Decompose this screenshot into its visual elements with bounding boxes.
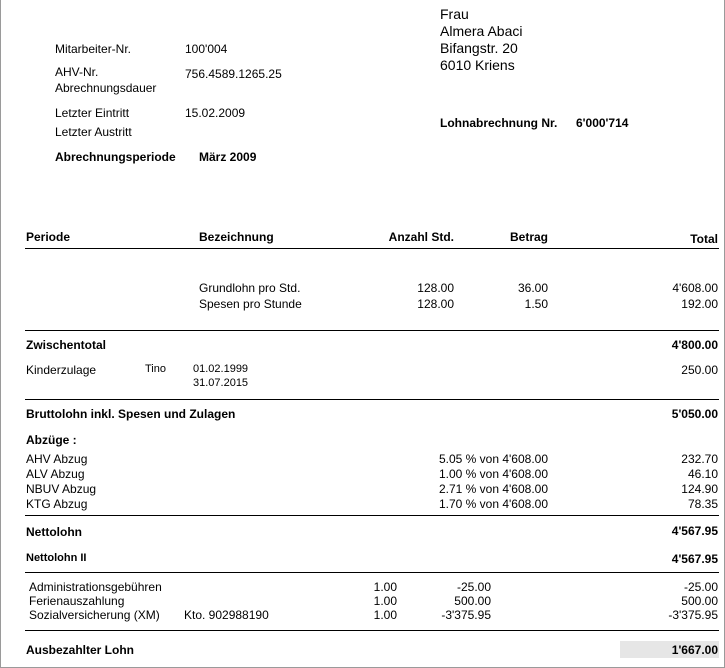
deduction-value: 124.90 <box>681 482 718 496</box>
item-hours: 128.00 <box>417 281 454 295</box>
extra-amount: -3'375.95 <box>441 608 491 622</box>
payout-value: 1'667.00 <box>671 643 718 657</box>
address-salutation: Frau <box>440 6 469 22</box>
header-divider <box>25 248 719 249</box>
allowance-to: 31.07.2015 <box>193 377 249 389</box>
deduction-rate: 2.71 % von 4'608.00 <box>438 482 548 496</box>
allowance-from: 01.02.1999 <box>193 363 249 375</box>
statement-label: Lohnabrechnung Nr. <box>440 116 558 130</box>
gross-label: Bruttolohn inkl. Spesen und Zulagen <box>26 407 236 421</box>
column-bezeichnung: Bezeichnung <box>199 230 274 244</box>
column-anzahl: Anzahl Std. <box>388 230 454 244</box>
allowance-label: Kinderzulage <box>26 363 97 377</box>
column-periode: Periode <box>26 230 71 244</box>
items-divider <box>25 330 719 331</box>
deduction-label: KTG Abzug <box>26 497 88 511</box>
extra-label: Ferienauszahlung <box>29 594 125 608</box>
address-street: Bifangstr. 20 <box>440 40 518 56</box>
address-city: 6010 Kriens <box>440 57 515 73</box>
item-total: 4'608.00 <box>672 281 718 295</box>
subtotal-label: Zwischentotal <box>26 338 107 352</box>
deduction-label: NBUV Abzug <box>26 482 97 496</box>
extra-amount: 500.00 <box>454 594 491 608</box>
net2-label: Nettolohn II <box>26 552 87 564</box>
deduction-rate: 5.05 % von 4'608.00 <box>438 452 548 466</box>
column-total: Total <box>690 232 718 246</box>
ahv-label: AHV-Nr. <box>55 65 99 79</box>
item-label: Spesen pro Stunde <box>199 297 302 311</box>
allowance-value: 250.00 <box>681 363 718 377</box>
extra-qty: 1.00 <box>373 594 397 608</box>
extra-label: Administrationsgebühren <box>29 580 162 594</box>
allowance-divider <box>25 399 719 400</box>
period-label: Abrechnungsperiode <box>55 150 176 164</box>
subtotal-value: 4'800.00 <box>671 338 718 352</box>
deduction-value: 46.10 <box>687 467 718 481</box>
extra-note: Kto. 902988190 <box>184 608 269 622</box>
deduction-value: 78.35 <box>687 497 718 511</box>
duration-label: Abrechnungsdauer <box>55 81 157 95</box>
deduction-rate: 1.00 % von 4'608.00 <box>438 467 548 481</box>
extra-amount: -25.00 <box>456 580 491 594</box>
item-hours: 128.00 <box>417 297 454 311</box>
net2-value: 4'567.95 <box>671 552 718 566</box>
deduction-value: 232.70 <box>681 452 718 466</box>
extra-qty: 1.00 <box>373 608 397 622</box>
net-divider <box>25 572 719 573</box>
period-value: März 2009 <box>199 150 257 164</box>
gross-value: 5'050.00 <box>671 407 718 421</box>
deduction-label: ALV Abzug <box>26 467 85 481</box>
extra-qty: 1.00 <box>373 580 397 594</box>
item-rate: 1.50 <box>524 297 548 311</box>
employee-nr-value: 100'004 <box>185 42 228 56</box>
statement-number: 6'000'714 <box>576 116 629 130</box>
item-rate: 36.00 <box>517 281 548 295</box>
address-name: Almera Abaci <box>440 23 523 39</box>
entry-value: 15.02.2009 <box>185 106 246 120</box>
extras-divider <box>25 630 719 631</box>
ahv-value: 756.4589.1265.25 <box>185 67 282 81</box>
net-value: 4'567.95 <box>671 524 718 538</box>
item-total: 192.00 <box>681 297 718 311</box>
extra-total: -3'375.95 <box>668 608 718 622</box>
payout-label: Ausbezahlter Lohn <box>26 643 135 657</box>
net-label: Nettolohn <box>26 525 82 539</box>
entry-label: Letzter Eintritt <box>55 106 130 120</box>
employee-nr-label: Mitarbeiter-Nr. <box>55 42 132 56</box>
extra-total: 500.00 <box>681 594 718 608</box>
exit-label: Letzter Austritt <box>55 125 132 139</box>
deductions-divider <box>25 515 719 516</box>
deduction-rate: 1.70 % von 4'608.00 <box>438 497 548 511</box>
deductions-title: Abzüge : <box>26 433 77 447</box>
item-label: Grundlohn pro Std. <box>199 281 301 295</box>
deduction-label: AHV Abzug <box>26 452 88 466</box>
allowance-child: Tino <box>145 363 166 375</box>
extra-total: -25.00 <box>683 580 718 594</box>
extra-label: Sozialversicherung (XM) <box>29 608 160 622</box>
column-betrag: Betrag <box>509 230 548 244</box>
